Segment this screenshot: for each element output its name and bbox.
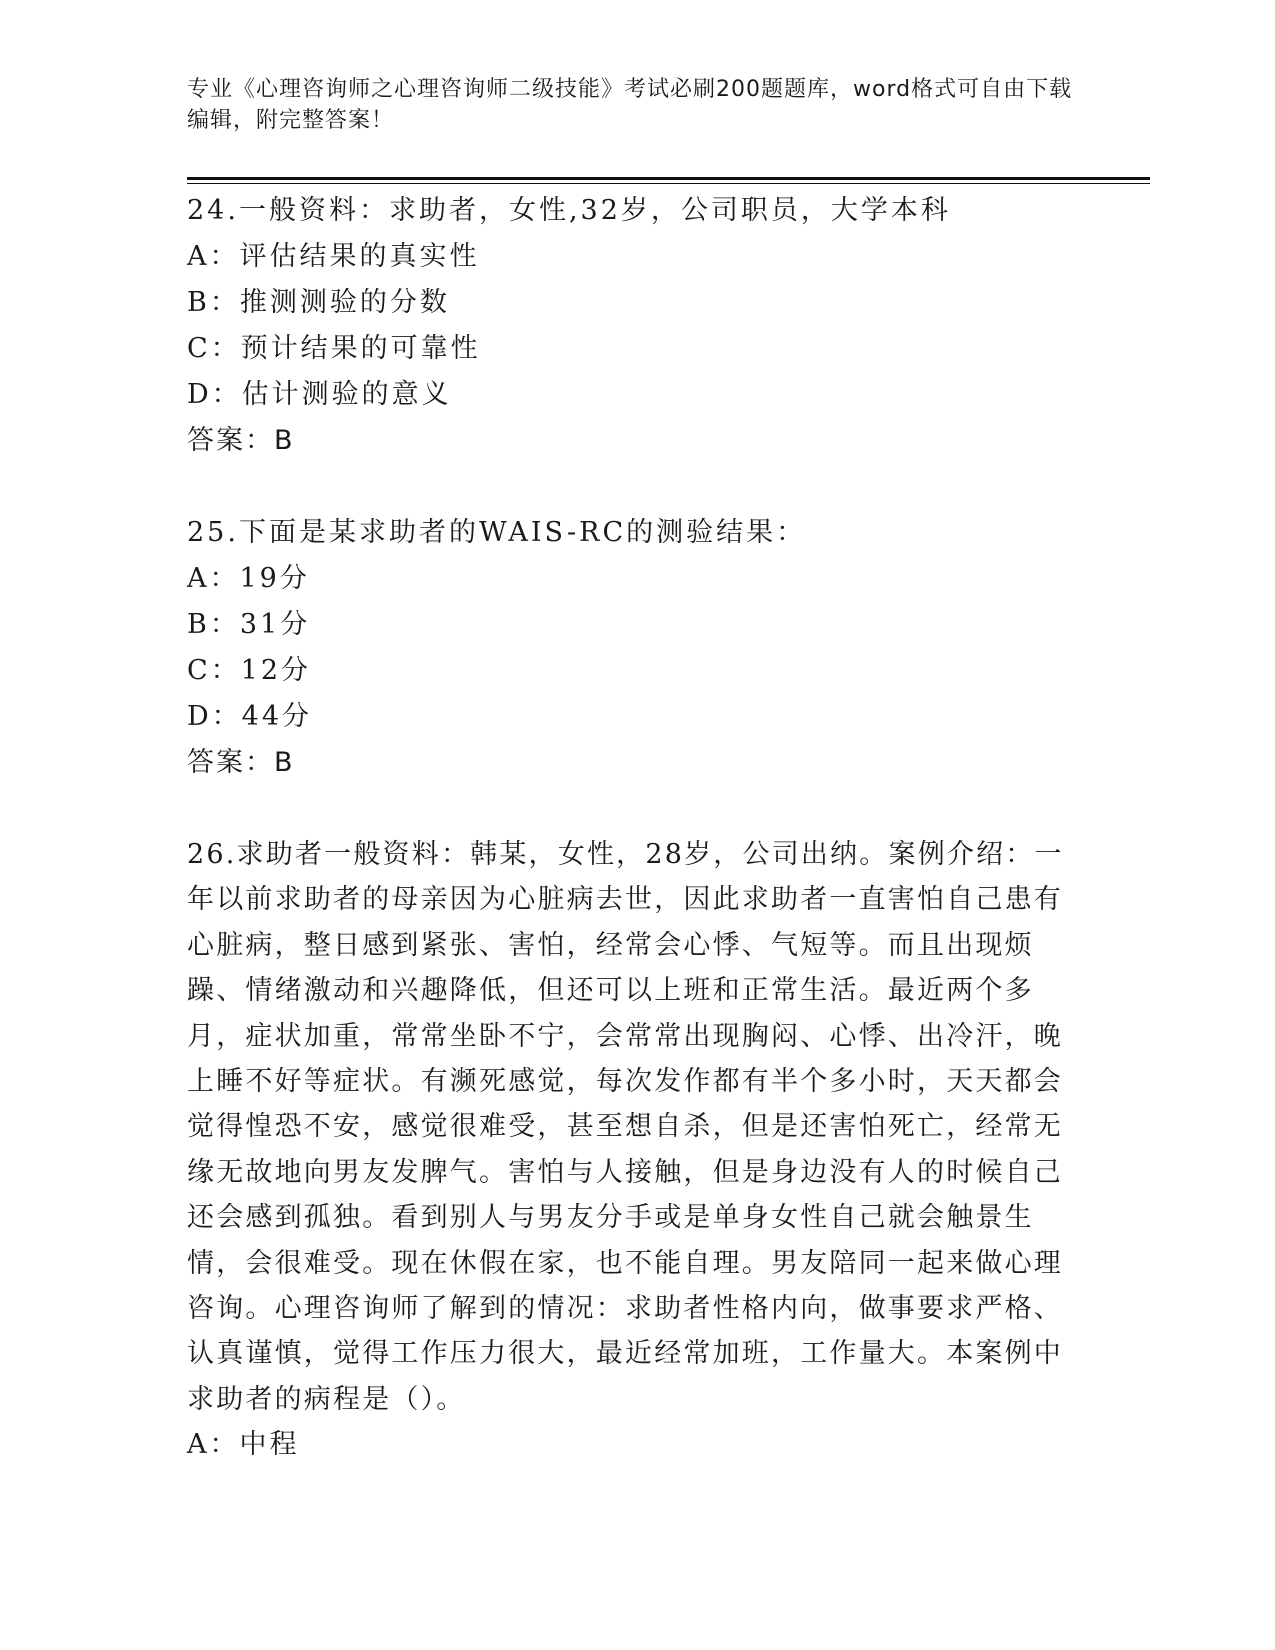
option-b: B：31分 <box>187 609 311 640</box>
option-a: A：中程 <box>187 1429 300 1461</box>
option-d: D：44分 <box>187 701 313 732</box>
option-b: B：推测测验的分数 <box>187 287 450 318</box>
question-26 <box>187 832 1087 1468</box>
option-a: A：19分 <box>187 563 310 594</box>
question-list <box>187 188 1087 1468</box>
option-c: C：预计结果的可靠性 <box>187 333 481 364</box>
question-25 <box>187 510 1087 786</box>
question-stem: 26.求助者一般资料：韩某，女性，28岁，公司出纳。案例介绍：一年以前求助者的母亲因为心脏病去世，因此求助者一直害怕自己患有心脏病，整日感到紧张、害怕，经常会心悸、气短等。而且出现烦躁、情绪激动和兴趣降低，但还可以上班和正常生活。最近两个多月，症状加重，常常坐卧不宁，会常常出现胸闷、心悸、出冷汗，晚上睡不好等症状。有濒死感觉，每次发作都有半个多小时，天天都会觉得惶恐不安，感觉很难受，甚至想自杀，但是还害怕死亡，经常无缘无故地向男友发脾气。害怕与人接触，但是身边没有人的时候自己还会感到孤独。看到别人与男友分手或是单身女性自己就会触景生情，会很难受。现在休假在家，也不能自理。男友陪同一起来做心理咨询。心理咨询师了解到的情况：求助者性格内向，做事要求严格、认真谨慎，觉得工作压力很大，最近经常加班，工作量大。本案例中求助者的病程是（）。 <box>187 839 1064 1415</box>
question-24 <box>187 188 1087 464</box>
header-divider-thick <box>187 177 1150 180</box>
question-stem: 25.下面是某求助者的WAIS-RC的测验结果： <box>187 517 807 548</box>
option-c: C：12分 <box>187 655 312 686</box>
question-stem: 24.一般资料：求助者，女性,32岁，公司职员，大学本科 <box>187 195 951 226</box>
question-spacer <box>187 464 1087 510</box>
option-a: A：评估结果的真实性 <box>187 241 480 272</box>
answer-label: 答案：B <box>187 425 295 456</box>
document-header: 专业《心理咨询师之心理咨询师二级技能》考试必刷200题题库，word格式可自由下载编辑，附完整答案！ <box>187 77 1073 133</box>
answer-label: 答案：B <box>187 747 295 778</box>
header-divider-thin <box>187 183 1150 184</box>
option-d: D：估计测验的意义 <box>187 379 452 410</box>
question-spacer <box>187 786 1087 832</box>
